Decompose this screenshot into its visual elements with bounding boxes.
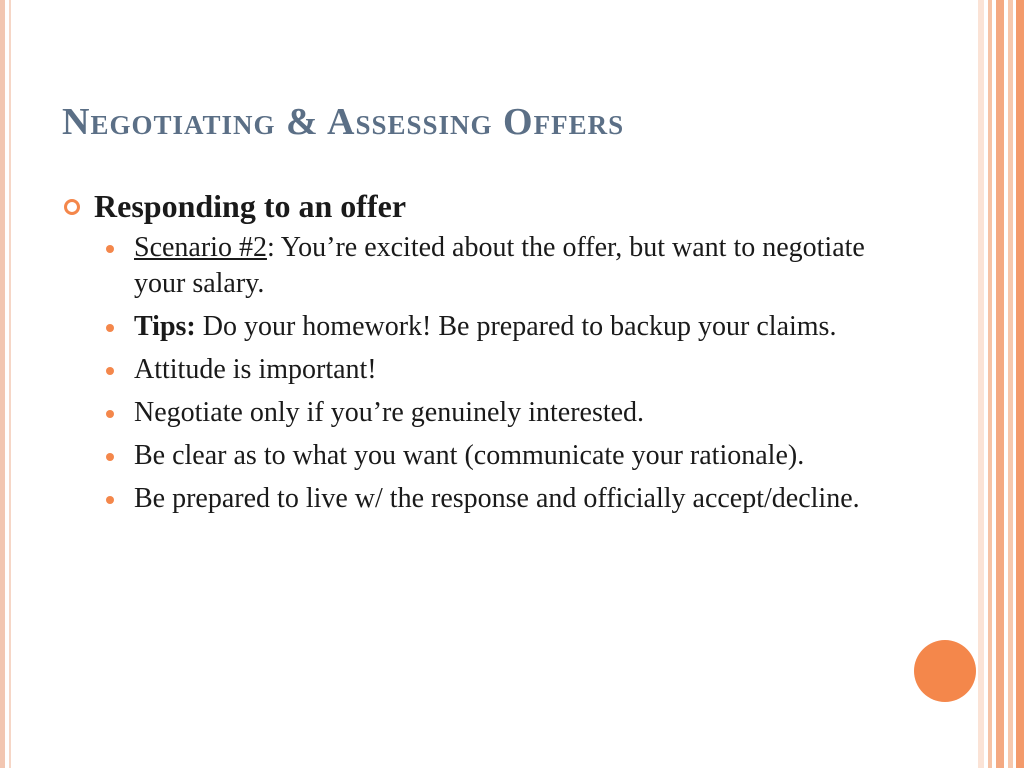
bullet-text: Be clear as to what you want (communicate your rationale). xyxy=(134,440,805,471)
bullet-text: Do your homework! Be prepared to backup your claims. xyxy=(195,311,837,342)
dot-bullet-icon xyxy=(106,367,114,375)
sub-bullet xyxy=(62,352,882,388)
slide-content xyxy=(62,186,882,524)
dot-bullet-icon xyxy=(106,453,114,461)
bullet-prefix: Scenario #2 xyxy=(134,232,267,263)
right-stripe-3 xyxy=(996,0,1004,768)
left-edge-bar xyxy=(0,0,5,768)
dot-bullet-icon xyxy=(106,410,114,418)
right-stripe-4 xyxy=(1008,0,1013,768)
slide-title: Negotiating & Assessing Offers xyxy=(62,101,625,143)
sub-bullet xyxy=(62,438,882,474)
orange-circle-icon xyxy=(914,640,976,702)
hollow-circle-bullet-icon xyxy=(64,199,80,215)
left-edge-line xyxy=(9,0,11,768)
bullet-text: : You’re excited about the offer, but want to negotiate your salary. xyxy=(134,232,865,299)
sub-bullet xyxy=(62,309,882,345)
right-stripe-2 xyxy=(988,0,992,768)
right-stripe-1 xyxy=(978,0,984,768)
main-bullet-text: Responding to an offer xyxy=(94,188,407,224)
sub-bullet xyxy=(62,481,882,517)
sub-bullet xyxy=(62,230,882,302)
main-bullet xyxy=(62,186,882,226)
bullet-text: Attitude is important! xyxy=(134,354,377,385)
dot-bullet-icon xyxy=(106,496,114,504)
dot-bullet-icon xyxy=(106,324,114,332)
bullet-prefix: Tips: xyxy=(134,311,196,342)
sub-bullet-list xyxy=(62,230,882,517)
sub-bullet xyxy=(62,395,882,431)
bullet-text: Negotiate only if you’re genuinely interested. xyxy=(134,397,645,428)
right-stripe-5 xyxy=(1016,0,1024,768)
dot-bullet-icon xyxy=(106,245,114,253)
bullet-text: Be prepared to live w/ the response and officially accept/decline. xyxy=(134,483,860,514)
